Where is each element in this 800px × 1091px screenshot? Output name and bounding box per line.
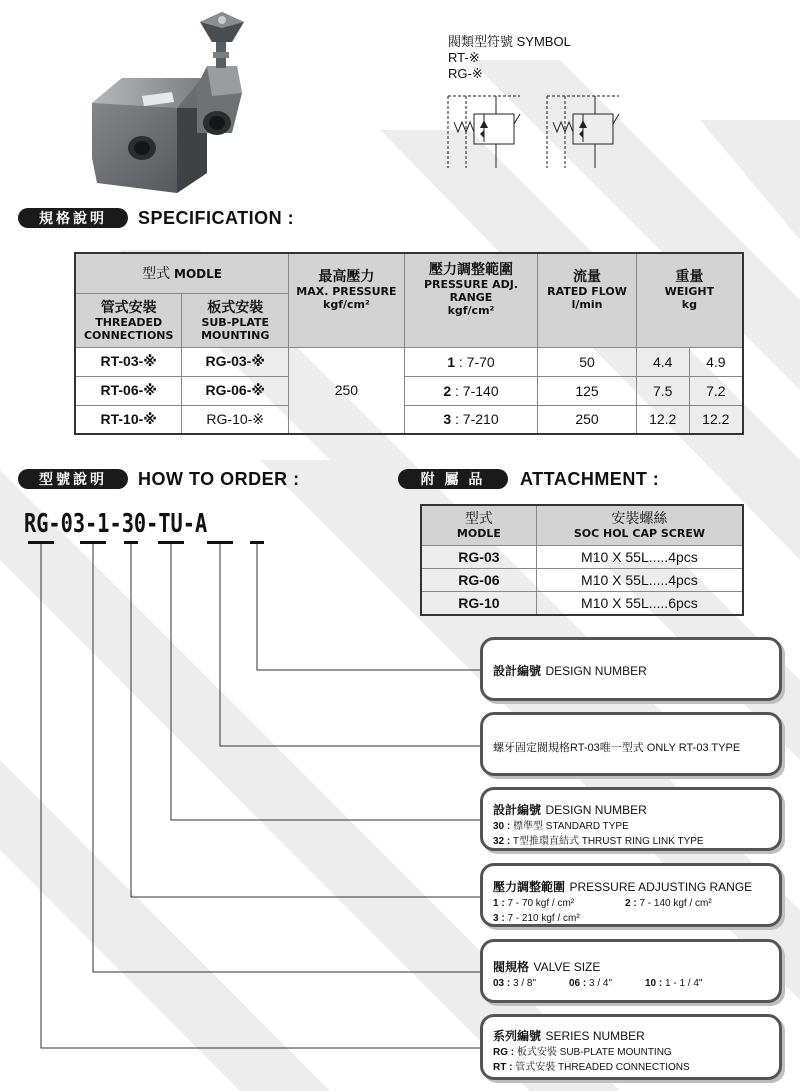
box-series-number: 系列編號 SERIES NUMBER RG : 板式安裝 SUB-PLATE MOUNTING RT : 管式安裝 THREADED CONNECTIONS bbox=[480, 1014, 782, 1080]
code-design-letter: A bbox=[194, 509, 208, 539]
header-threaded: 管式安裝 THREADED CONNECTIONS bbox=[75, 293, 182, 347]
header-sub-plate: 板式安裝 SUB-PLATE MOUNTING bbox=[182, 293, 289, 347]
spec-title: SPECIFICATION : bbox=[138, 208, 295, 228]
header-pressure-range: 壓力調整範圍 PRESSURE ADJ. RANGE kgf/cm² bbox=[404, 253, 538, 347]
attachment-title: ATTACHMENT : bbox=[520, 469, 660, 489]
code-pressure: 1 bbox=[97, 509, 110, 539]
box-design-number-a: 設計編號 DESIGN NUMBER bbox=[480, 637, 782, 701]
symbol-title: 閥類型符號 SYMBOL bbox=[448, 34, 571, 49]
box-pressure-range: 壓力調整範圍 PRESSURE ADJUSTING RANGE 1 : 7 - 70 kgf / cm² 2 : 7 - 140 kgf / cm² 3 : 7 - 210 kgf / cm² bbox=[480, 863, 782, 927]
symbol-rt-label: RT-※ bbox=[448, 50, 480, 65]
header-max-pressure: 最高壓力 MAX. PRESSURE kgf/cm² bbox=[289, 253, 405, 347]
order-code: RG-03-1-30-TU-A bbox=[24, 509, 208, 539]
table-row: RT-10-※ RG-10-※ 3 : 7-210 250 12.2 12.2 bbox=[75, 405, 743, 434]
header-att-model: 型式 MODLE bbox=[421, 505, 536, 545]
spec-pill: 規格說明 bbox=[18, 208, 128, 228]
order-pill: 型號說明 bbox=[18, 469, 128, 489]
attachment-pill: 附 屬 品 bbox=[398, 469, 508, 489]
code-size: 03 bbox=[60, 509, 86, 539]
table-row: RG-03 M10 X 55L.....4pcs bbox=[421, 545, 743, 568]
header-att-screw: 安裝螺絲 SOC HOL CAP SCREW bbox=[536, 505, 743, 545]
table-row: RT-06-※ RG-06-※ 2 : 7-140 125 7.5 7.2 bbox=[75, 376, 743, 405]
header-model: 型式 MODLE bbox=[75, 253, 289, 293]
box-design-number: 設計編號 DESIGN NUMBER 30 : 標準型 STANDARD TYPE 32 : T型推環直結式 THRUST RING LINK TYPE bbox=[480, 787, 782, 851]
box-valve-size: 閥規格 VALVE SIZE 03 : 3 / 8" 06 : 3 / 4" 10 : 1 - 1 / 4" bbox=[480, 939, 782, 1003]
symbol-rg-label: RG-※ bbox=[448, 66, 483, 81]
table-row: RG-10 M10 X 55L.....6pcs bbox=[421, 591, 743, 615]
header-rated-flow: 流量 RATED FLOW l/min bbox=[538, 253, 637, 347]
code-series: RG bbox=[24, 509, 49, 539]
max-pressure-value: 250 bbox=[289, 347, 405, 434]
box-thread-type: 螺牙固定閥規格RT-03唯一型式 ONLY RT-03 TYPE bbox=[480, 712, 782, 776]
header-weight: 重量 WEIGHT kg bbox=[636, 253, 743, 347]
table-row: RT-03-※ RG-03-※ 250 1 : 7-70 50 4.4 4.9 bbox=[75, 347, 743, 376]
code-thread: TU bbox=[158, 509, 183, 539]
table-row: RG-06 M10 X 55L.....4pcs bbox=[421, 568, 743, 591]
code-design: 30 bbox=[121, 509, 147, 539]
order-title: HOW TO ORDER : bbox=[138, 469, 300, 489]
